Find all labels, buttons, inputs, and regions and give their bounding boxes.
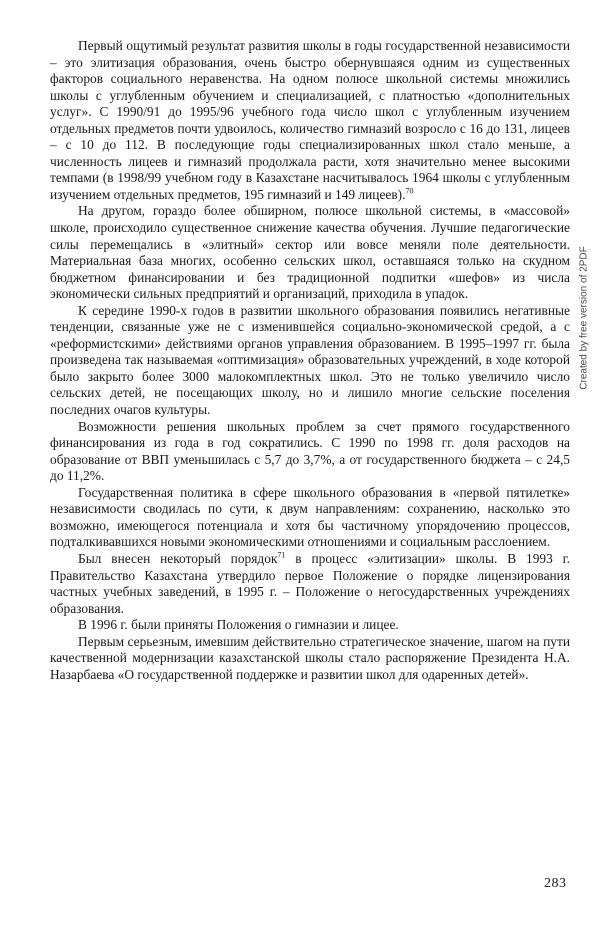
paragraph-6-text: Был внесен некоторый порядок bbox=[78, 550, 278, 566]
paragraph-7: В 1996 г. были приняты Положения о гимназии и лицее. bbox=[78, 617, 399, 633]
paragraph-4: Возможности решения школьных проблем за счет прямого государственного финансирования из года в год сократились. С 1990 по 1998 гг. доля расходов на образование от ВВП уменьшилась с 5,7 до 3,7%, а от государственного бюджета – с 24,5 до 11,2%. bbox=[50, 418, 570, 484]
footnote-ref-71: 71 bbox=[277, 550, 286, 560]
watermark: Created by free version of 2PDF bbox=[578, 246, 590, 390]
paragraph-3: К середине 1990-х годов в развитии школьного образования появились негативные тенденции, связанные уже не с изменившейся социально-экономической средой, а с «реформистскими» действиями органов управления образованием. В 1995–1997 гг. была произведена так называемая «оптимизация» образовательных учреждений, в ходе которой было закрыто более 3000 малокомплектных школ. Это не только увеличило число сельских детей, не посещающих школу, но и лишило многие сельские поселения последних очагов культуры. bbox=[50, 302, 570, 418]
page-number: 283 bbox=[544, 876, 567, 891]
paragraph-1 bbox=[50, 38, 570, 203]
paragraph-2: На другом, гораздо более обширном, полюсе школьной системы, в «массовой» школе, происходило существенное снижение качества обучения. Лучшие педагогические силы перемещались в «элитный» сектор или вовсе меняли поле деятельности. Материальная база многих, особенно сельских школ, оставшаяся только на скудном бюджетном финансировании и без традиционной подпитки «шефов» из числа экономически сильных предприятий и организаций, приходила в упадок. bbox=[50, 203, 570, 302]
paragraph-1-text: Первый ощутимый результат развития школы в годы государственной независимости – это элитизация образования, очень быстро обернувшаяся одним из существенных факторов социального неравенства. На одном полюсе школьной системы множились школы с углубленным обучением и специализацией, с платностью «дополнительных услуг». С 1990/91 до 1995/96 учебного года число школ с углубленным изучением отдельных предметов почти удвоилось, количество гимназий возросло с 16 до 131, лицеев – с 10 до 112. В последующие годы специализированных школ стало меньше, а численность лицеев и гимназий продолжала расти, хотя значительно менее высокими темпами (в 1998/99 учебном году в Казахстане насчитывалось 1964 школы с углубленным изучением отдельных предметов, 195 гимназий и 149 лицеев). bbox=[50, 38, 570, 202]
footnote-ref-70: 70 bbox=[405, 186, 414, 196]
paragraph-6-tail: в процесс «элитизации» школы. В 1993 г. Правительство Казахстана утвердило первое Положение о порядке лицензирования частных учебных заведений, в 1995 г. – Положение о негосударственных учреждениях образования. bbox=[50, 550, 570, 616]
paragraph-6 bbox=[50, 551, 570, 617]
paragraph-5: Государственная политика в сфере школьного образования в «первой пятилетке» независимости сводилась по сути, к двум направлениям: сохранению, насколько это возможно, имеющегося потенциала и хотя бы частичному упорядочению процессов, подталкивавшихся новыми экономическими отношениями и социальным расслоением. bbox=[50, 484, 570, 550]
body-text bbox=[50, 38, 570, 683]
paragraph-8: Первым серьезным, имевшим действительно стратегическое значение, шагом на пути качественной модернизации казахстанской школы стало распоряжение Президента Н.А. Назарбаева «О государственной поддержке и развитии школ для одаренных детей». bbox=[50, 633, 570, 682]
